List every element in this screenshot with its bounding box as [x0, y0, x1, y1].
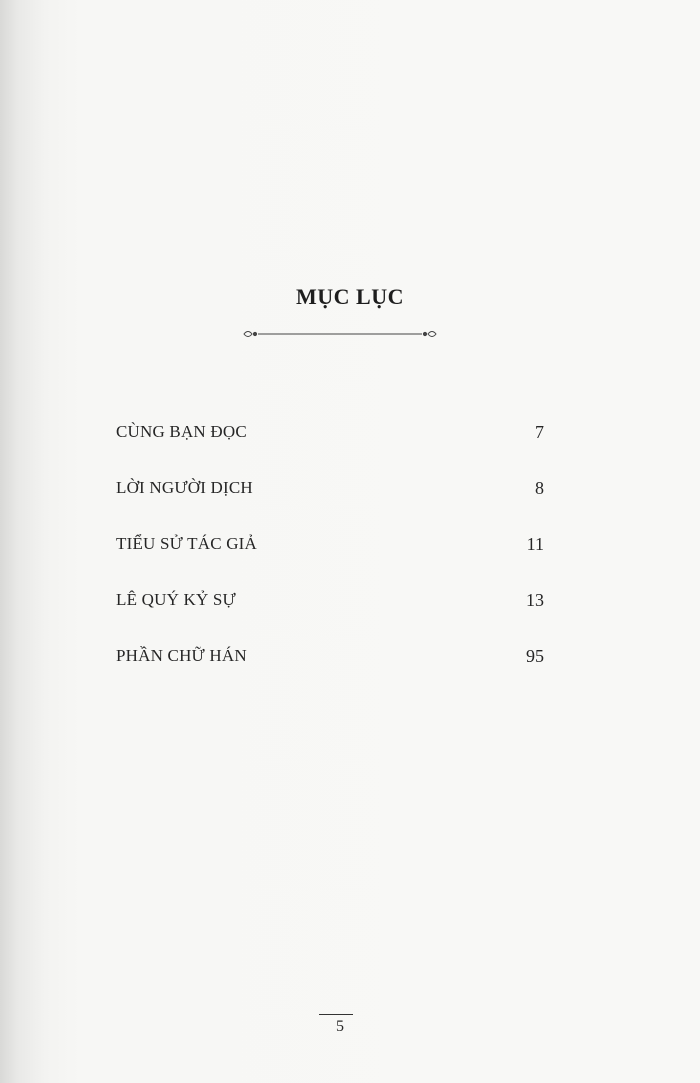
toc-entry[interactable]	[116, 522, 544, 578]
toc-entry-title: CÙNG BẠN ĐỌC	[116, 422, 247, 441]
toc-entry-title: LÊ QUÝ KỶ SỰ	[116, 590, 236, 609]
table-of-contents	[116, 410, 544, 690]
toc-entry[interactable]	[116, 466, 544, 522]
toc-entry-page: 7	[535, 422, 544, 442]
toc-entry-page: 13	[526, 590, 544, 610]
toc-entry[interactable]	[116, 578, 544, 634]
toc-entry-title: TIỂU SỬ TÁC GIẢ	[116, 534, 258, 553]
toc-entry[interactable]	[116, 410, 544, 466]
toc-entry[interactable]	[116, 634, 544, 690]
toc-entry-page: 11	[526, 534, 544, 554]
toc-entry-page: 8	[535, 478, 544, 498]
toc-entry-page: 95	[526, 646, 544, 666]
toc-entry-title: LỜI NGƯỜI DỊCH	[116, 478, 253, 497]
flourish-divider-icon	[240, 326, 440, 342]
page-title: MỤC LỤC	[296, 284, 404, 309]
page-number: 5	[336, 1018, 344, 1035]
footer-rule	[319, 1014, 353, 1015]
toc-entry-title: PHẦN CHỮ HÁN	[116, 646, 247, 665]
